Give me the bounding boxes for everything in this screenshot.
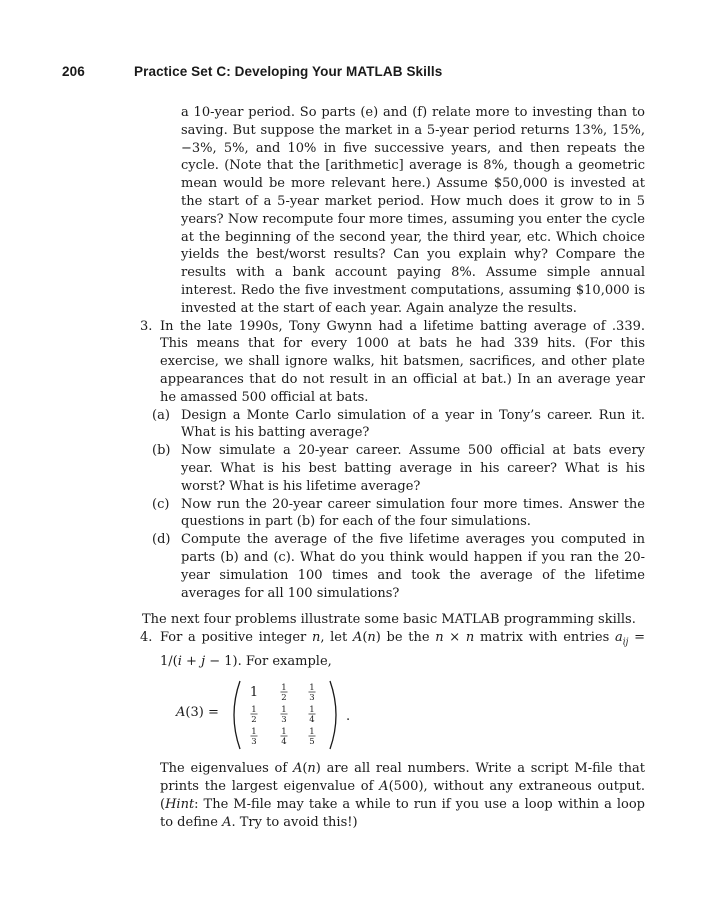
fraction-numerator: 1 — [251, 727, 257, 738]
text-run: matrix with entries — [474, 630, 615, 646]
fraction-denominator: 3 — [281, 715, 287, 726]
text-run: : The M-file may take a while to run if you use a loop within a loop to define — [160, 796, 645, 830]
part-text: Compute the average of the five lifetime averages you computed in parts (b) and (c). What do you think would happen if you ran the 20-year simulation 100 times and took the average of the lifetime averages for all 100 simulations? — [181, 532, 645, 601]
fraction-numerator: 1 — [309, 727, 315, 738]
math-var: n — [311, 630, 321, 646]
fraction-denominator: 4 — [309, 715, 315, 726]
math-var: A — [379, 779, 389, 795]
left-paren — [234, 681, 240, 749]
matrix-entry: 1 — [249, 685, 259, 701]
problem-4-paragraph — [160, 760, 645, 831]
fraction-denominator: 3 — [251, 737, 257, 748]
part-text: Design a Monte Carlo simulation of a year in Tony’s career. Run it. What is his batting average? — [181, 407, 645, 441]
problem-number: 4. — [140, 630, 153, 646]
math-var: A — [222, 814, 232, 830]
problem-3-part-c — [152, 496, 645, 532]
text-run: + — [181, 653, 202, 669]
fraction-denominator: 5 — [309, 737, 315, 748]
right-paren — [330, 681, 336, 749]
problem-3-part-a — [152, 407, 645, 443]
matrix-equation — [176, 678, 702, 752]
part-label: (d) — [152, 532, 171, 548]
math-var: n — [465, 630, 475, 646]
fraction-numerator: 1 — [309, 705, 315, 716]
text-run: ( — [302, 761, 308, 777]
fraction-denominator: 3 — [309, 693, 315, 704]
text-run: ( — [362, 630, 368, 646]
continuation-paragraph: a 10-year period. So parts (e) and (f) relate more to investing than to saving. But suppose the market in a 5-year period returns 13%, 15%, −3%, 5%, and 10% in five successive years, and then repeats the cycle. (Note that the [arithmetic] average is 8%, though a geometric mean would be more relevant here.) Assume $50,000 is invested at the start of a 5-year market period. How much does it grow to in 5 years? Now recompute four more times, assuming you enter the cycle at the beginning of the second year, the third year, etc. Which choice yields the best/worst results? Can you explain why? Compare the results with a bank account paying 8%. Assume simple annual interest. Redo the five investment computations, assuming $10,000 is invested at the start of each year. Again analyze the results. — [181, 105, 645, 316]
text-run: . Try to avoid this!) — [231, 814, 358, 830]
matrix-label — [176, 704, 219, 722]
fraction-numerator: 1 — [281, 727, 287, 738]
problem-3 — [140, 318, 645, 407]
text-run: (3) = — [185, 705, 219, 721]
text-run: ) are all real numbers. Write a script M-file that prints the largest eigenvalue of — [160, 761, 645, 795]
running-header — [62, 64, 442, 79]
problem-number: 3. — [140, 318, 153, 334]
math-var: n — [367, 630, 376, 646]
part-label: (b) — [152, 443, 171, 459]
text-run: For a positive integer — [160, 630, 312, 646]
text-run: (500), without any extraneous output. ( — [160, 779, 645, 812]
part-label: (c) — [152, 496, 170, 512]
fraction-numerator: 1 — [251, 705, 257, 716]
math-var: n — [435, 630, 444, 646]
fraction-denominator: 2 — [251, 715, 257, 726]
math-var: n — [307, 761, 316, 777]
part-text: Now run the 20-year career simulation four more times. Answer the questions in part (b) for each of the four simulations. — [181, 496, 645, 530]
math-subscript: ij — [622, 637, 629, 648]
fraction-numerator: 1 — [281, 705, 287, 716]
running-title: Practice Set C: Developing Your MATLAB Skills — [134, 64, 443, 79]
matrix-period: . — [346, 709, 351, 725]
page-body — [0, 104, 702, 831]
page-number: 206 — [62, 64, 85, 79]
math-var: A — [292, 761, 303, 777]
fraction-denominator: 2 — [281, 693, 287, 704]
math-var: j — [201, 653, 206, 669]
hint-label: Hint — [165, 796, 195, 812]
part-label: (a) — [152, 407, 170, 423]
fraction-numerator: 1 — [281, 683, 287, 694]
text-run: ) be the — [375, 630, 436, 646]
problem-3-part-b — [152, 442, 645, 495]
text-run: , let — [320, 630, 353, 646]
intro-paragraph: The next four problems illustrate some basic MATLAB programming skills. — [142, 612, 636, 628]
problem-text: In the late 1990s, Tony Gwynn had a lifetime batting average of .339. This means that for every 1000 at bats he had 339 hits. (For this exercise, we shall ignore walks, hit batsmen, sacrifices, and other plate appearances that do not result in an official at bat.) In an average year he amassed 500 official at bats. — [160, 318, 645, 405]
math-var: i — [177, 653, 182, 669]
math-var: A — [176, 705, 186, 721]
text-run: − 1). For example, — [205, 653, 332, 669]
problem-4 — [140, 629, 645, 670]
fraction-denominator: 4 — [281, 737, 287, 748]
math-var: A — [352, 630, 363, 646]
text-run: × — [443, 630, 466, 646]
matrix-display — [230, 678, 430, 752]
math-var: a — [614, 630, 623, 646]
problem-3-part-d — [152, 531, 645, 602]
fraction-numerator: 1 — [309, 683, 315, 694]
part-text: Now simulate a 20-year career. Assume 500 official at bats every year. What is his best batting average in his career? What is his worst? What is his lifetime average? — [181, 443, 645, 494]
text-run: The eigenvalues of — [160, 761, 293, 777]
text-run: = 1/( — [160, 630, 645, 669]
